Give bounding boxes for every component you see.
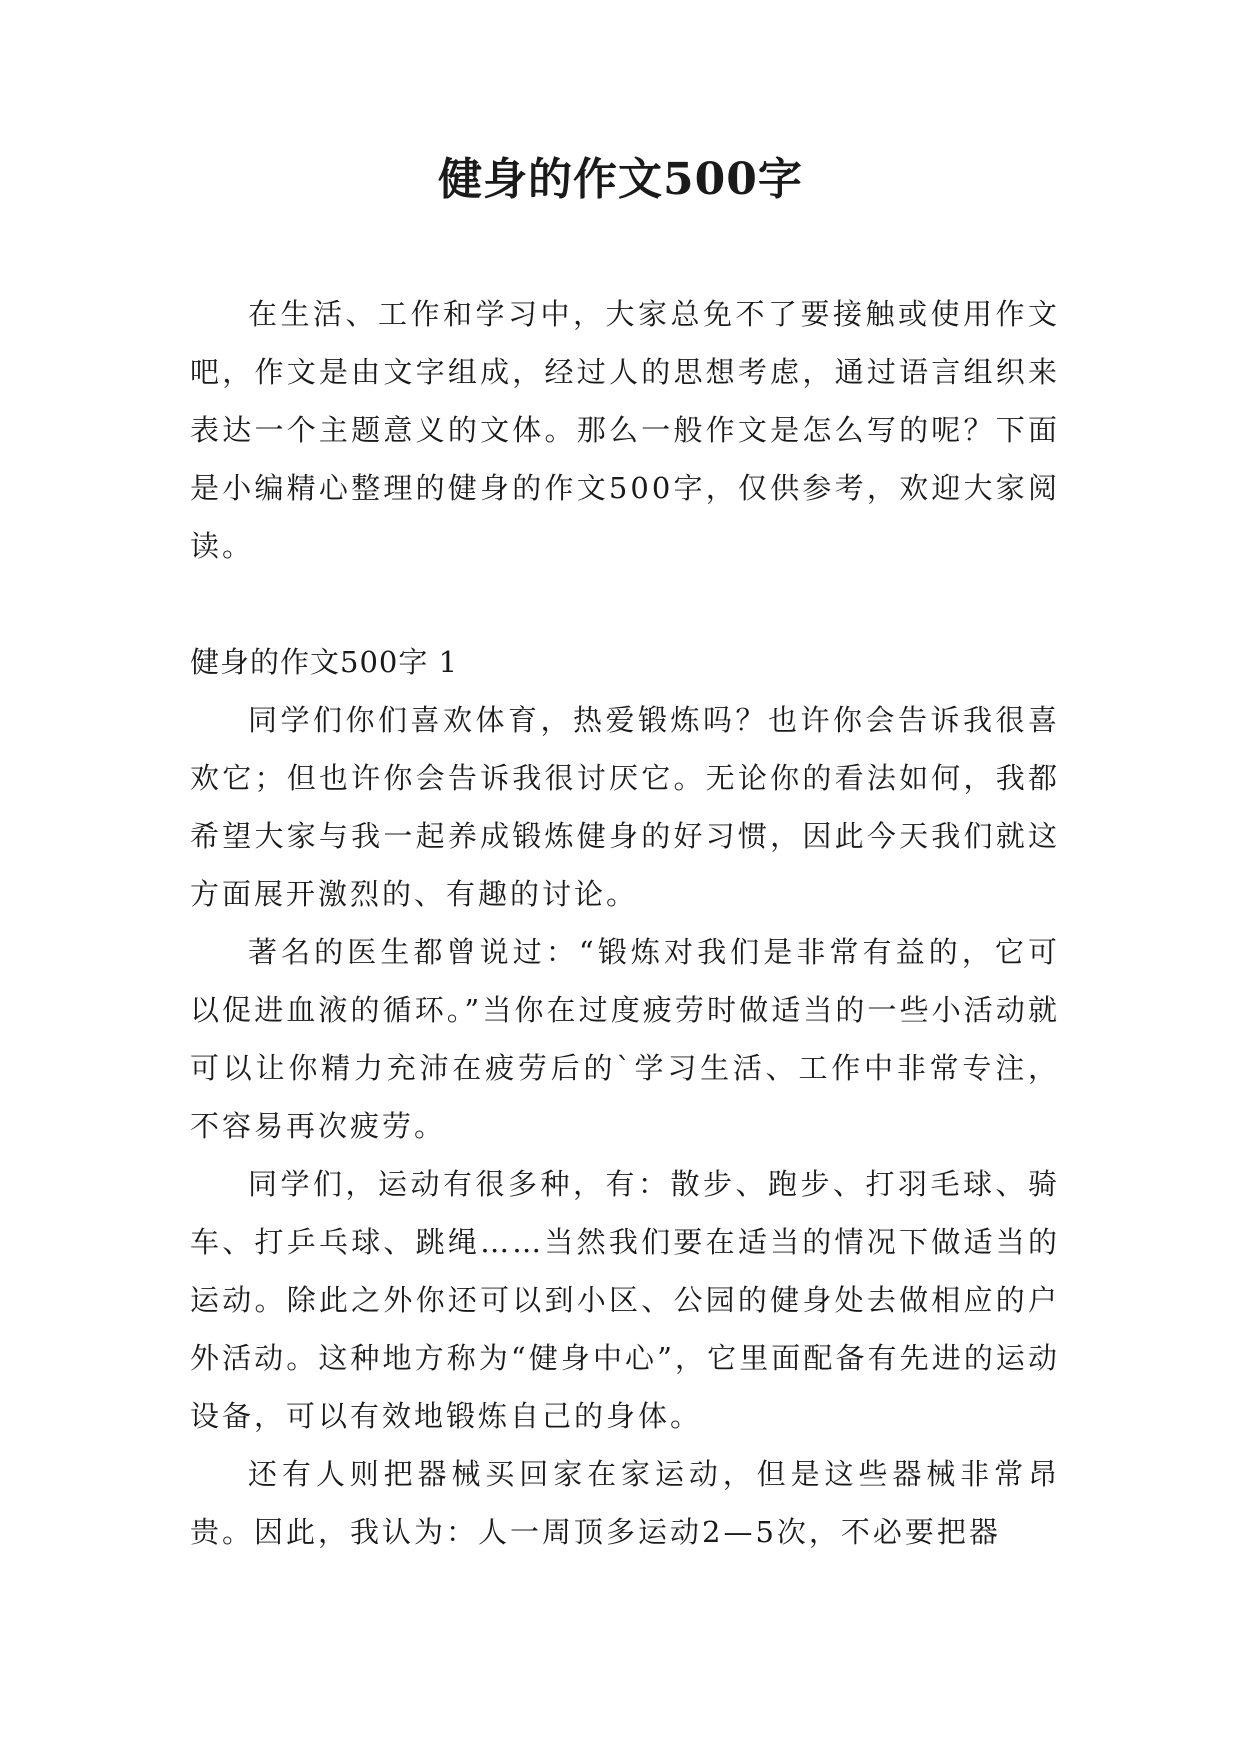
document-body <box>190 285 1060 1561</box>
body-paragraph-2: 著名的医生都曾说过：“锻炼对我们是非常有益的，它可以促进血液的循环。”当你在过度疲劳时做适当的一些小活动就可以让你精力充沛在疲劳后的`学习生活、工作中非常专注，不容易再次疲劳。 <box>190 935 1060 1143</box>
body-paragraph-4: 还有人则把器械买回家在家运动，但是这些器械非常昂贵。因此，我认为：人一周顶多运动2—5次，不必要把器 <box>190 1457 1060 1549</box>
section-heading: 健身的作文500字 1 <box>190 645 459 679</box>
body-paragraph-3: 同学们，运动有很多种，有：散步、跑步、打羽毛球、骑车、打乒乓球、跳绳……当然我们要在适当的情况下做适当的运动。除此之外你还可以到小区、公园的健身处去做相应的户外活动。这种地方称为“健身中心”，它里面配备有先进的运动设备，可以有效地锻炼自己的身体。 <box>190 1167 1060 1433</box>
body-paragraph-1: 同学们你们喜欢体育，热爱锻炼吗？也许你会告诉我很喜欢它；但也许你会告诉我很讨厌它。无论你的看法如何，我都希望大家与我一起养成锻炼健身的好习惯，因此今天我们就这方面展开激烈的、有趣的讨论。 <box>190 703 1060 911</box>
document-title: 健身的作文500字 <box>438 154 803 205</box>
intro-paragraph: 在生活、工作和学习中，大家总免不了要接触或使用作文吧，作文是由文字组成，经过人的思想考虑，通过语言组织来表达一个主题意义的文体。那么一般作文是怎么写的呢？下面是小编精心整理的健身的作文500字，仅供参考，欢迎大家阅读。 <box>190 297 1060 563</box>
